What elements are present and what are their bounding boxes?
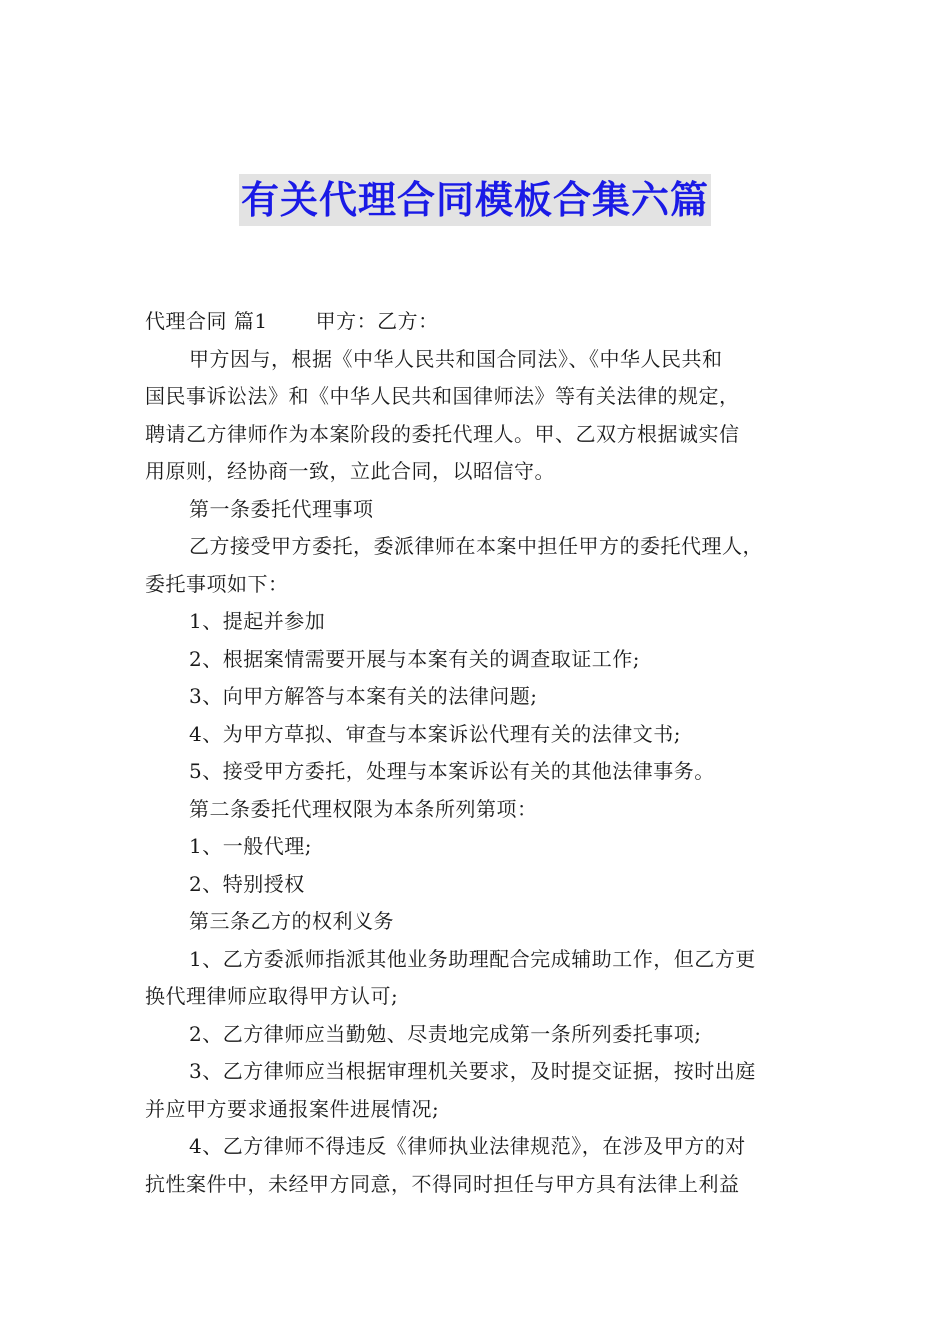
text-line: 2、特别授权 [189, 871, 305, 896]
text-line: 1、一般代理; [189, 834, 312, 858]
text-line: 并应甲方要求通报案件进展情况; [145, 1096, 440, 1121]
text-line: 委托事项如下： [145, 571, 289, 596]
section-header-line [145, 303, 815, 341]
text-line: 2、乙方律师应当勤勉、尽责地完成第一条所列委托事项; [189, 1021, 702, 1046]
text-line: 甲方因与，根据《中华人民共和国合同法》、《中华人民共和 [189, 346, 723, 371]
text-line: 3、向甲方解答与本案有关的法律问题; [189, 684, 538, 708]
document-body [145, 303, 815, 1203]
text-line: 换代理律师应取得甲方认可; [145, 984, 399, 1008]
section-label: 代理合同 篇1 [145, 309, 268, 333]
text-line: 聘请乙方律师作为本案阶段的委托代理人。甲、乙双方根据诚实信 [145, 421, 740, 446]
text-line: 4、乙方律师不得违反《律师执业法律规范》，在涉及甲方的对 [189, 1134, 746, 1158]
text-line: 国民事诉讼法》和《中华人民共和国律师法》等有关法律的规定， [145, 384, 740, 408]
title-container [0, 174, 950, 226]
text-line: 3、乙方律师应当根据审理机关要求，及时提交证据，按时出庭 [189, 1059, 756, 1083]
text-line: 乙方接受甲方委托，委派律师在本案中担任甲方的委托代理人， [189, 534, 763, 558]
text-line: 抗性案件中，未经甲方同意，不得同时担任与甲方具有法律上利益 [145, 1171, 740, 1196]
text-line: 用原则，经协商一致，立此合同，以昭信守。 [145, 459, 555, 483]
text-line: 4、为甲方草拟、审查与本案诉讼代理有关的法律文书; [189, 721, 681, 746]
text-line: 第一条委托代理事项 [189, 496, 374, 521]
parties-label: 甲方：乙方： [315, 309, 439, 333]
text-line: 第二条委托代理权限为本条所列第项： [189, 796, 538, 821]
text-line: 第三条乙方的权利义务 [189, 909, 394, 933]
text-line: 5、接受甲方委托，处理与本案诉讼有关的其他法律事务。 [189, 759, 715, 783]
text-line: 1、提起并参加 [189, 609, 326, 633]
text-line: 2、根据案情需要开展与本案有关的调查取证工作; [189, 646, 640, 671]
document-title: 有关代理合同模板合集六篇 [239, 174, 711, 226]
text-line: 1、乙方委派师指派其他业务助理配合完成辅助工作，但乙方更 [189, 946, 756, 971]
